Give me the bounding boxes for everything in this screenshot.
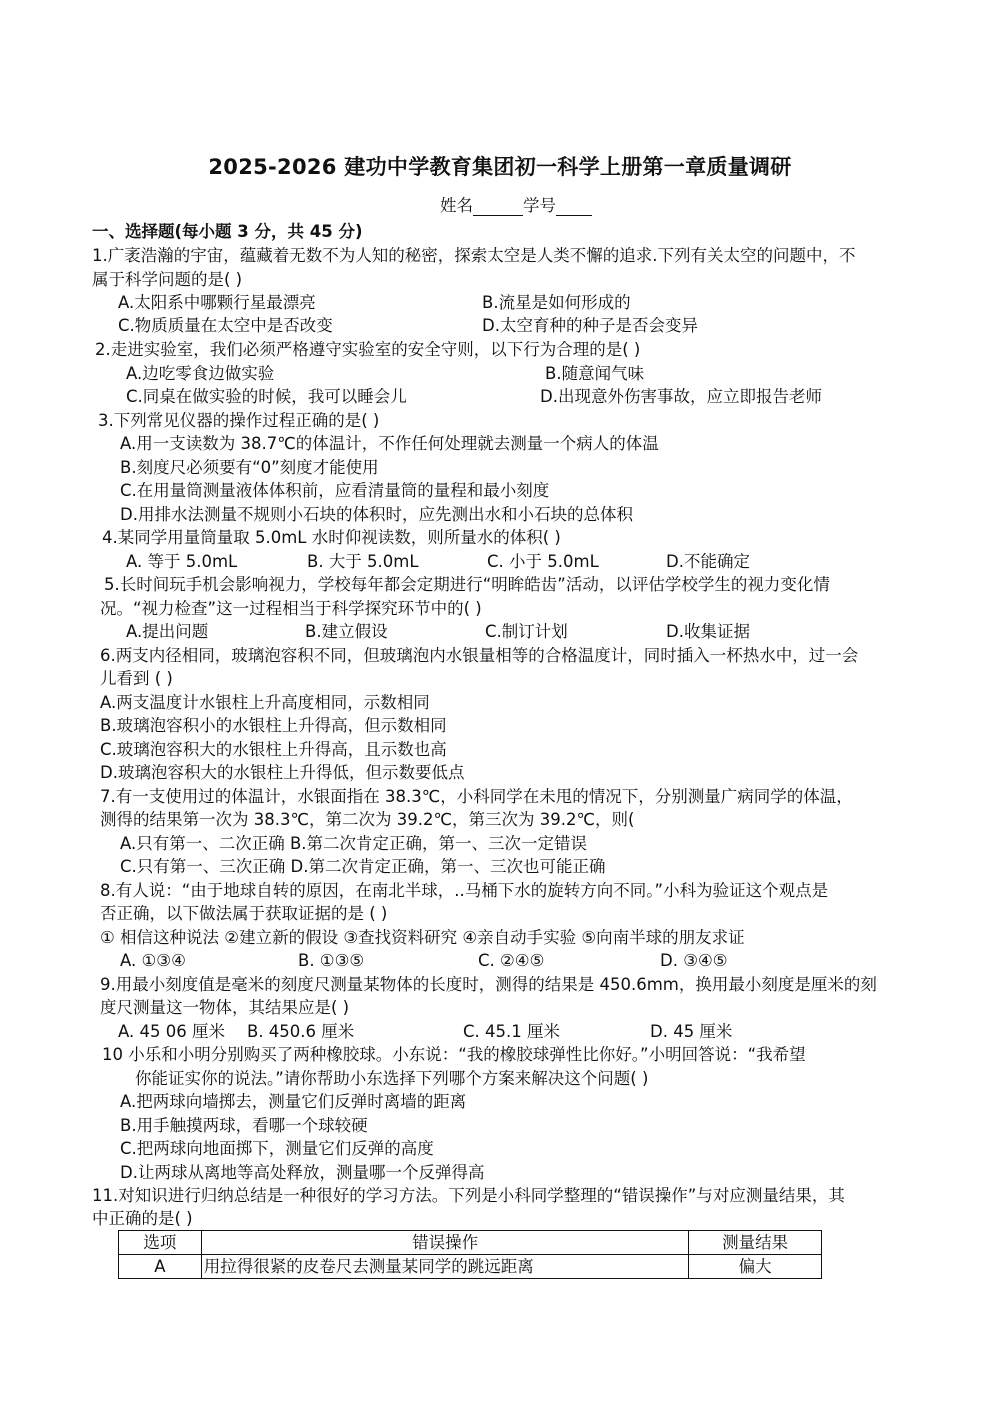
q9-option-b: B. 450.6 厘米 xyxy=(247,1022,355,1041)
table-header-operation: 错误操作 xyxy=(201,1231,689,1255)
q3-option-d: D.用排水法测量不规则小石块的体积时，应先测出水和小石块的总体积 xyxy=(120,505,633,524)
q10-stem-line1: 10 小乐和小明分别购买了两种橡胶球。小东说：“我的橡胶球弹性比你好。”小明回答说：“我希望 xyxy=(102,1045,806,1064)
table-header-result: 测量结果 xyxy=(689,1231,822,1255)
name-id-bar xyxy=(440,192,592,216)
q2-option-d: D.出现意外伤害事故，应立即报告老师 xyxy=(540,387,822,406)
q2-option-b: B.随意闻气味 xyxy=(545,364,645,383)
q9-option-d: D. 45 厘米 xyxy=(650,1022,733,1041)
section-heading: 一、选择题(每小题 3 分，共 45 分) xyxy=(92,222,363,241)
table-cell-result: 偏大 xyxy=(689,1255,822,1279)
q6-stem-line1: 6.两支内径相同，玻璃泡容积不同，但玻璃泡内水银量相等的合格温度计，同时插入一杯热水中，过一会 xyxy=(100,646,859,665)
q1-stem-line2: 属于科学问题的是( ) xyxy=(92,270,243,289)
q10-option-d: D.让两球从离地等高处释放，测量哪一个反弹得高 xyxy=(120,1163,485,1182)
q6-option-a: A.两支温度计水银柱上升高度相同，示数相同 xyxy=(100,693,430,712)
page-title: 2025-2026 建功中学教育集团初一科学上册第一章质量调研 xyxy=(208,155,792,179)
q5-stem-line2: 况。“视力检查”这一过程相当于科学探究环节中的( ) xyxy=(100,599,482,618)
q8-option-a: A. ①③④ xyxy=(120,951,186,970)
table-cell-operation: 用拉得很紧的皮卷尺去测量某同学的跳远距离 xyxy=(201,1255,689,1279)
id-blank[interactable] xyxy=(556,197,592,216)
q8-option-b: B. ①③⑤ xyxy=(298,951,365,970)
q5-option-a: A.提出问题 xyxy=(126,622,209,641)
q1-option-c: C.物质质量在太空中是否改变 xyxy=(118,316,333,335)
q3-option-c: C.在用量筒测量液体体积前，应看清量筒的量程和最小刻度 xyxy=(120,481,550,500)
q9-option-c: C. 45.1 厘米 xyxy=(463,1022,560,1041)
q8-items: ① 相信这种说法 ②建立新的假设 ③查找资料研究 ④亲自动手实验 ⑤向南半球的朋友求证 xyxy=(100,928,745,947)
q1-option-b: B.流星是如何形成的 xyxy=(482,293,631,312)
q2-option-a: A.边吃零食边做实验 xyxy=(126,364,275,383)
q3-option-b: B.刻度尺必须要有“0”刻度才能使用 xyxy=(120,458,379,477)
q8-option-c: C. ②④⑤ xyxy=(478,951,545,970)
q4-stem-line1: 4.某同学用量筒量取 5.0mL 水时仰视读数，则所量水的体积( ) xyxy=(102,528,561,547)
q5-option-b: B.建立假设 xyxy=(305,622,388,641)
id-label: 学号 xyxy=(523,196,556,215)
q7-stem-line2: 测得的结果第一次为 38.3℃，第二次为 39.2℃，第三次为 39.2℃，则( xyxy=(100,810,635,829)
q5-option-d: D.收集证据 xyxy=(666,622,750,641)
q4-option-a: A. 等于 5.0mL xyxy=(126,552,238,571)
q10-stem-line2: 你能证实你的说法。”请你帮助小东选择下列哪个方案来解决这个问题( ) xyxy=(135,1069,649,1088)
q10-option-a: A.把两球向墙掷去，测量它们反弹时离墙的距离 xyxy=(120,1092,467,1111)
q2-stem-line1: 2.走进实验室，我们必须严格遵守实验室的安全守则，以下行为合理的是( ) xyxy=(95,340,641,359)
q4-option-b: B. 大于 5.0mL xyxy=(307,552,419,571)
table-header-row xyxy=(119,1231,822,1255)
q6-option-c: C.玻璃泡容积大的水银柱上升得高，且示数也高 xyxy=(100,740,447,759)
q8-option-d: D. ③④⑤ xyxy=(660,951,728,970)
q1-option-a: A.太阳系中哪颗行星最漂亮 xyxy=(118,293,316,312)
q3-option-a: A.用一支读数为 38.7℃的体温计，不作任何处理就去测量一个病人的体温 xyxy=(120,434,659,453)
table-row xyxy=(119,1255,822,1279)
q3-stem-line1: 3.下列常见仪器的操作过程正确的是( ) xyxy=(98,411,380,430)
q8-stem-line2: 否正确，以下做法属于获取证据的是 ( ) xyxy=(100,904,388,923)
q10-option-c: C.把两球向地面掷下，测量它们反弹的高度 xyxy=(120,1139,434,1158)
q11-stem-line1: 11.对知识进行归纳总结是一种很好的学习方法。下列是小科同学整理的“错误操作”与对应测量结果，其 xyxy=(92,1186,845,1205)
name-label: 姓名 xyxy=(440,196,473,215)
q7-stem-line1: 7.有一支使用过的体温计，水银面指在 38.3℃，小科同学在未甩的情况下，分别测量广病同学的体温， xyxy=(100,787,853,806)
q7-options-ab: A.只有第一、二次正确 B.第二次肯定正确，第一、三次一定错误 xyxy=(120,834,588,853)
q4-option-d: D.不能确定 xyxy=(666,552,750,571)
q1-stem-line1: 1.广袤浩瀚的宇宙，蕴藏着无数不为人知的秘密，探索太空是人类不懈的追求.下列有关太空的问题中，不 xyxy=(92,246,856,265)
q2-option-c: C.同桌在做实验的时候，我可以睡会儿 xyxy=(126,387,407,406)
q4-option-c: C. 小于 5.0mL xyxy=(487,552,599,571)
name-blank[interactable] xyxy=(473,197,523,216)
q9-stem-line2: 度尺测量这一物体，其结果应是( ) xyxy=(100,998,350,1017)
q11-stem-line2: 中正确的是( ) xyxy=(92,1209,193,1228)
q9-stem-line1: 9.用最小刻度值是毫米的刻度尺测量某物体的长度时，测得的结果是 450.6mm，换用最小刻度是厘米的刻 xyxy=(100,975,877,994)
q6-stem-line2: 儿看到 ( ) xyxy=(100,669,173,688)
q11-table xyxy=(118,1230,822,1279)
q7-options-cd: C.只有第一、三次正确 D.第二次肯定正确，第一、三次也可能正确 xyxy=(120,857,606,876)
q6-option-d: D.玻璃泡容积大的水银柱上升得低，但示数要低点 xyxy=(100,763,465,782)
q9-option-a: A. 45 06 厘米 xyxy=(118,1022,225,1041)
q8-stem-line1: 8.有人说：“由于地球自转的原因，在南北半球，..马桶下水的旋转方向不同。”小科为验证这个观点是 xyxy=(100,881,829,900)
table-cell-option: A xyxy=(119,1255,202,1279)
q5-option-c: C.制订计划 xyxy=(485,622,568,641)
q10-option-b: B.用手触摸两球，看哪一个球较硬 xyxy=(120,1116,368,1135)
q6-option-b: B.玻璃泡容积小的水银柱上升得高，但示数相同 xyxy=(100,716,447,735)
table-header-option: 选项 xyxy=(119,1231,202,1255)
q5-stem-line1: 5.长时间玩手机会影响视力，学校每年都会定期进行“明眸皓齿”活动，以评估学校学生的视力变化情 xyxy=(104,575,830,594)
q1-option-d: D.太空育种的种子是否会变异 xyxy=(482,316,698,335)
